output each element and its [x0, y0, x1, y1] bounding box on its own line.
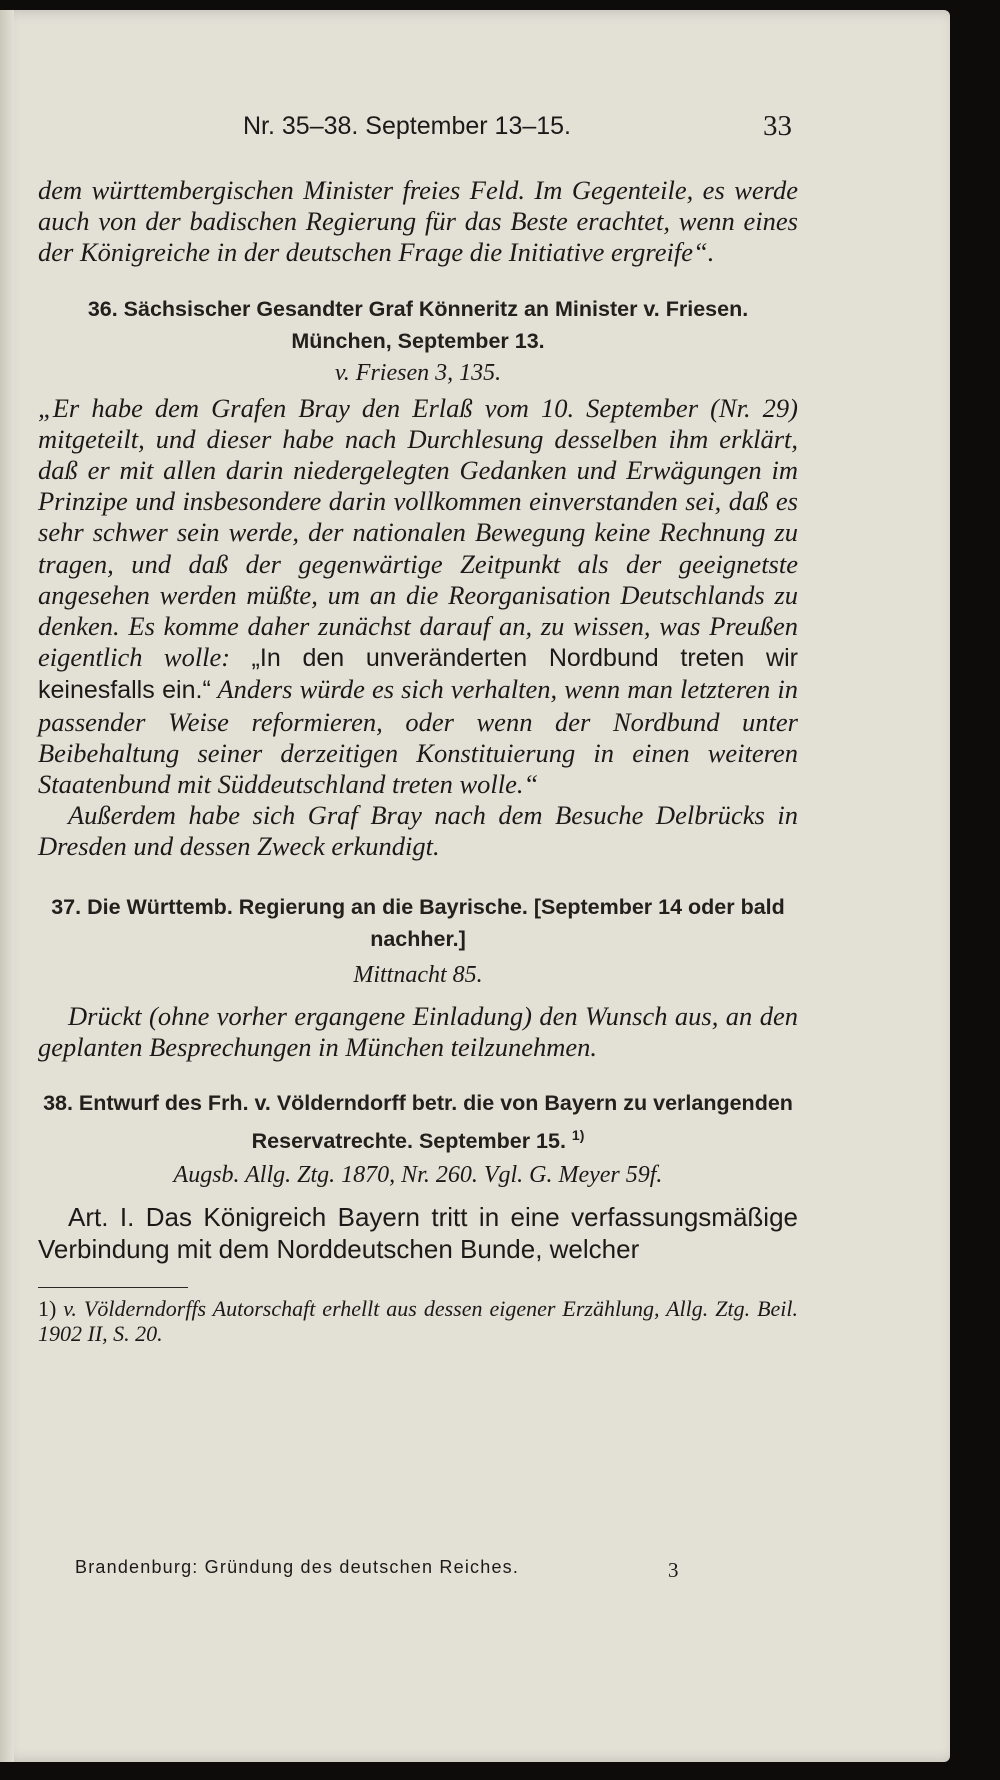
doc38-source: Augsb. Allg. Ztg. 1870, Nr. 260. Vgl. G. Meyer 59f. — [173, 1162, 663, 1189]
footnote-mark: 1) — [38, 1296, 57, 1322]
doc37-heading: 37. Die Württemb. Regierung an die Bayrische. [September 14 oder bald nachher.] — [51, 894, 785, 951]
doc38-heading-text: 38. Entwurf des Frh. v. Völderndorff betr. die von Bayern zu verlangenden Reservatrechte. September 15. — [43, 1091, 793, 1154]
doc38-footnote-mark: 1) — [571, 1127, 585, 1144]
doc36-paragraph-2: Außerdem habe sich Graf Bray nach dem Besuche Delbrücks in Dresden und dessen Zweck erkundigt. — [38, 800, 798, 862]
page-number: 33 — [763, 110, 792, 142]
doc36-quote: „In den unveränderten Nordbund treten wir keinesfalls ein.“ — [38, 644, 798, 705]
running-head: Nr. 35–38. September 13–15. — [243, 112, 572, 140]
doc36-text-b: Anders würde es sich verhalten, wenn man letzteren in passender Weise reformieren, oder wenn der Nordbund unter Beibehaltung seiner derzeitigen Konstituierung in einen weiteren Staatenbund mit Süddeutschland treten wolle.“ — [38, 674, 798, 800]
doc38-heading — [38, 1087, 798, 1157]
doc37-source: Mittnacht 85. — [353, 961, 483, 988]
doc37-paragraph: Drückt (ohne vorher ergangene Einladung) den Wunsch aus, an den geplanten Besprechungen in München teilzunehmen. — [38, 1000, 798, 1062]
footnote — [38, 1296, 798, 1346]
continuation-paragraph: dem württembergischen Minister freies Feld. Im Gegenteile, es werde auch von der badischen Regierung für das Beste erachtet, wenn eines der Königreiche in der deutschen Frage die Initiative ergreife“. — [38, 175, 798, 268]
signature-line: Brandenburg: Gründung des deutschen Reiches. — [75, 1557, 520, 1577]
doc36-heading: 36. Sächsischer Gesandter Graf Könneritz an Minister v. Friesen. München, September 13. — [87, 296, 749, 353]
book-page — [0, 10, 950, 1762]
footnote-rule — [38, 1287, 188, 1288]
sheet-number: 3 — [668, 1558, 679, 1582]
doc36-text-a: „Er habe dem Grafen Bray den Erlaß vom 10. September (Nr. 29) mitgeteilt, und dieser habe nach Durchlesung desselben ihm erklärt, daß er mit allen darin niedergelegten Gedanken und Erwägungen im Prinzipe und insbesondere darin vollkommen einverstanden sei, daß es sehr schwer sein werde, der nationalen Bewegung keine Rechnung zu tragen, und daß der gegenwärtige Zeitpunkt als der geeignetste angesehen werden müßte, um an die Reorganisation Deutschlands zu denken. Es komme daher zunächst darauf an, zu wissen, was Preußen eigentlich wolle: — [38, 392, 798, 673]
doc38-paragraph: Art. I. Das Königreich Bayern tritt in eine verfassungsmäßige Verbindung mit dem Norddeutschen Bunde, welcher — [38, 1202, 798, 1265]
page-edge-shadow — [0, 10, 14, 1762]
footnote-text: v. Völderndorffs Autorschaft erhellt aus dessen eigener Erzählung, Allg. Ztg. Beil. 1902 II, S. 20. — [38, 1296, 798, 1347]
doc36-paragraph — [38, 393, 798, 801]
doc36-source: v. Friesen 3, 135. — [334, 359, 502, 386]
page-body — [38, 175, 798, 1346]
